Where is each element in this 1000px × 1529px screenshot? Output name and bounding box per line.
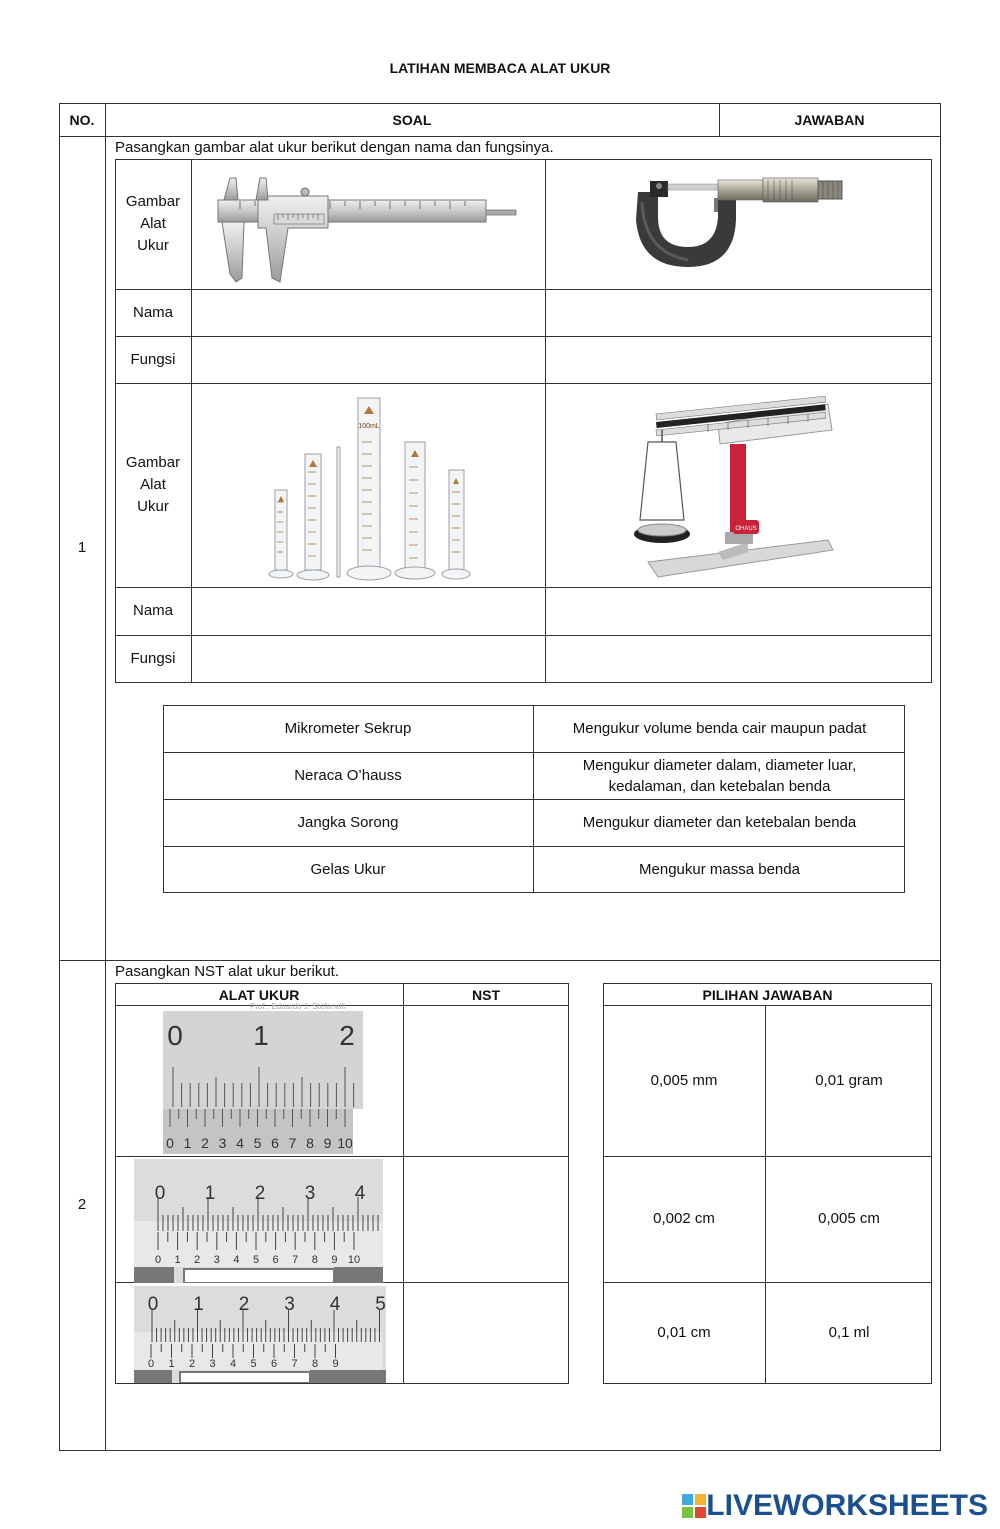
choice-chip[interactable]: 0,002 cm <box>653 1210 715 1228</box>
row-label-gambar-1: Gambar Alat Ukur <box>125 193 181 254</box>
main-scale-label: 3 <box>304 1183 316 1204</box>
main-scale-label: 0 <box>147 1294 159 1315</box>
vernier-label: 0 <box>166 1135 174 1151</box>
liveworksheets-watermark <box>682 1486 988 1526</box>
vernier-label: 6 <box>271 1135 279 1151</box>
option-name[interactable]: Mikrometer Sekrup <box>284 719 412 737</box>
page-title: LATIHAN MEMBACA ALAT UKUR <box>389 60 611 76</box>
vernier-label: 10 <box>337 1135 353 1151</box>
vernier-label: 5 <box>250 1358 257 1370</box>
vernier-label: 2 <box>194 1254 201 1266</box>
header-jawaban: JAWABAN <box>794 112 865 128</box>
choice-chip[interactable]: 0,005 cm <box>818 1210 880 1228</box>
vernier-label: 4 <box>229 1358 237 1370</box>
answer-nama-balance[interactable] <box>546 588 931 635</box>
vernier-caliper-image <box>210 170 520 285</box>
nst-answer-1[interactable] <box>404 1006 568 1156</box>
vernier-label: 9 <box>323 1135 332 1151</box>
vernier-scale-1 <box>163 1011 365 1154</box>
graduated-cylinders-image <box>265 392 480 584</box>
vernier-label: 2 <box>188 1358 196 1370</box>
vernier-label: 3 <box>213 1254 220 1266</box>
vernier-label: 2 <box>201 1135 209 1151</box>
cylinder-volume-label: 100mL <box>358 423 380 430</box>
row-label-fungsi-1: Fungsi <box>130 350 176 368</box>
row-label-fungsi-2: Fungsi <box>130 650 176 668</box>
option-name[interactable]: Jangka Sorong <box>297 813 399 831</box>
nst-answer-2[interactable] <box>404 1157 568 1282</box>
option-function[interactable]: Mengukur diameter dalam, diameter luar, kedalaman, dan ketebalan benda <box>582 756 857 795</box>
main-scale-label: 2 <box>254 1183 266 1204</box>
row-label-gambar-2: Gambar Alat Ukur <box>125 454 181 515</box>
watermark-text: LIVEWORKSHEETS <box>706 1489 988 1522</box>
vernier-label: 5 <box>252 1254 260 1266</box>
answer-nama-cylinder[interactable] <box>192 588 545 635</box>
main-scale-label: 1 <box>204 1183 216 1204</box>
vernier-label: 1 <box>183 1135 192 1151</box>
vernier-label: 3 <box>209 1358 216 1370</box>
vernier-label: 6 <box>272 1254 279 1266</box>
row-label-nama-2: Nama <box>132 602 173 620</box>
answer-fungsi-micrometer[interactable] <box>546 337 931 383</box>
vernier-scale-2 <box>134 1159 383 1283</box>
vernier-label: 10 <box>347 1254 361 1266</box>
choice-chip[interactable]: 0,1 ml <box>828 1324 870 1342</box>
choice-chip[interactable]: 0,01 gram <box>815 1071 883 1089</box>
vernier-label: 3 <box>218 1135 227 1151</box>
header-pilihan-jawaban: PILIHAN JAWABAN <box>702 987 833 1003</box>
vernier-label: 6 <box>270 1358 278 1370</box>
header-alat-ukur: ALAT UKUR <box>218 987 300 1003</box>
header-nst: NST <box>472 987 500 1003</box>
answer-fungsi-balance[interactable] <box>546 636 931 683</box>
liveworksheets-logo-icon <box>682 1494 706 1518</box>
vernier-label: 0 <box>147 1358 155 1370</box>
q2-instruction: Pasangkan NST alat ukur berikut. <box>115 963 340 980</box>
choice-chip[interactable]: 0,005 mm <box>650 1071 718 1089</box>
option-function[interactable]: Mengukur volume benda cair maupun padat <box>572 719 867 737</box>
answer-nama-micrometer[interactable] <box>546 290 931 336</box>
main-scale-label: 0 <box>167 1020 183 1051</box>
vernier-label: 7 <box>291 1358 298 1370</box>
main-scale-label: 2 <box>339 1020 355 1051</box>
answer-fungsi-cylinder[interactable] <box>192 636 545 683</box>
vernier-label: 9 <box>331 1254 338 1266</box>
main-scale-label: 3 <box>284 1294 295 1315</box>
main-scale-label: 4 <box>354 1183 366 1204</box>
option-function[interactable]: Mengukur massa benda <box>639 860 800 878</box>
main-scale-label: 5 <box>375 1294 386 1315</box>
vernier-scale-3 <box>134 1286 386 1383</box>
header-no: NO. <box>69 112 95 128</box>
main-scale-label: 0 <box>154 1183 166 1204</box>
vernier-label: 8 <box>311 1254 318 1266</box>
main-scale-label: 4 <box>329 1294 341 1315</box>
vernier-label: 9 <box>332 1358 339 1370</box>
answer-nama-caliper[interactable] <box>192 290 545 336</box>
vernier-label: 7 <box>292 1254 299 1266</box>
vernier-label: 1 <box>174 1254 181 1266</box>
option-function[interactable]: Mengukur diameter dan ketebalan benda <box>582 813 857 831</box>
ohaus-balance-image <box>628 392 838 584</box>
option-name[interactable]: Gelas Ukur <box>310 860 386 878</box>
vernier-label: 4 <box>236 1135 244 1151</box>
question-number-1: 1 <box>77 539 87 556</box>
vernier-label: 7 <box>288 1135 297 1151</box>
answer-fungsi-caliper[interactable] <box>192 337 545 383</box>
vernier-label: 8 <box>306 1135 314 1151</box>
choice-chip[interactable]: 0,01 cm <box>657 1324 711 1342</box>
header-soal: SOAL <box>392 112 432 128</box>
balance-brand-label: OHAUS <box>735 526 757 532</box>
micrometer-image <box>628 172 853 277</box>
vernier-label: 8 <box>311 1358 319 1370</box>
main-scale-label: 1 <box>193 1294 204 1315</box>
vernier-label: 1 <box>168 1358 175 1370</box>
scale-credit: Prof.. Eduardo J. Stefanelli <box>250 1002 346 1011</box>
vernier-label: 5 <box>253 1135 262 1151</box>
question-number-2: 2 <box>77 1196 87 1213</box>
nst-answer-3[interactable] <box>404 1283 568 1383</box>
vernier-label: 4 <box>233 1254 240 1266</box>
q1-instruction: Pasangkan gambar alat ukur berikut dengan nama dan fungsinya. <box>115 139 554 156</box>
main-scale-label: 2 <box>238 1294 250 1315</box>
row-label-nama-1: Nama <box>132 303 173 321</box>
vernier-label: 0 <box>154 1254 162 1266</box>
main-scale-label: 1 <box>253 1020 269 1051</box>
option-name[interactable]: Neraca O’hauss <box>294 766 402 784</box>
